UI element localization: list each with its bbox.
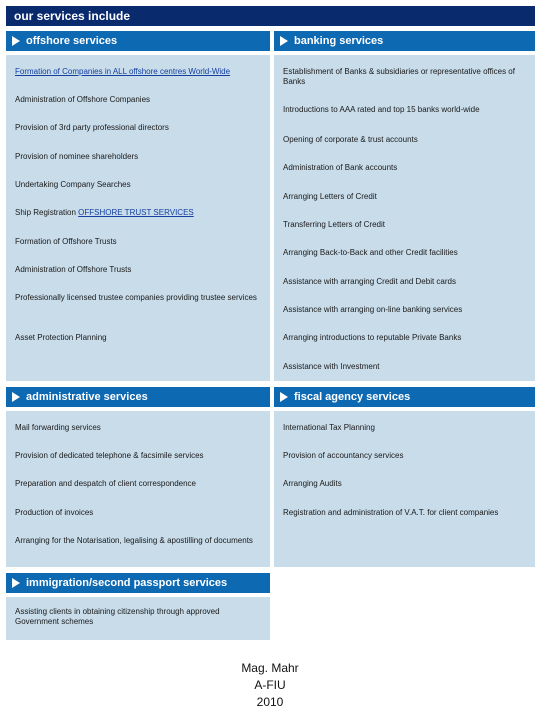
list-item: Arranging Letters of Credit [283, 192, 377, 201]
list-item: Provision of 3rd party professional directors [15, 123, 169, 132]
list-item: Arranging Back-to-Back and other Credit facilities [283, 248, 458, 257]
list-item: Asset Protection Planning [15, 333, 107, 342]
list-item: Assisting clients in obtaining citizenship through approved Government schemes [15, 607, 220, 626]
immigration-services-panel [6, 597, 270, 640]
list-item: International Tax Planning [283, 423, 375, 432]
page-title-bar [6, 6, 535, 26]
arrow-right-icon [280, 36, 288, 46]
list-item: Administration of Offshore Companies [15, 95, 151, 104]
list-item: Introductions to AAA rated and top 15 banks world-wide [283, 105, 480, 114]
banking-services-panel [274, 55, 535, 381]
list-item: Arranging Audits [283, 479, 342, 488]
offshore-trust-services-link[interactable]: OFFSHORE TRUST SERVICES [78, 208, 194, 217]
page-title: our services include [14, 9, 131, 23]
list-item: Assistance with arranging Credit and Debit cards [283, 277, 456, 286]
list-item: Assistance with Investment [283, 362, 380, 371]
list-item: Assistance with arranging on-line banking services [283, 305, 463, 314]
offshore-services-header [6, 31, 270, 51]
list-item: Opening of corporate & trust accounts [283, 135, 418, 144]
list-item: Preparation and despatch of client correspondence [15, 479, 197, 488]
immigration-services-header [6, 573, 270, 593]
footer-year: 2010 [256, 695, 284, 709]
list-item: Provision of dedicated telephone & facsimile services [15, 451, 204, 460]
administrative-services-header [6, 387, 270, 407]
offshore-services-heading: offshore services [26, 35, 118, 47]
ship-registration-text: Ship Registration [15, 208, 76, 217]
list-item: Arranging for the Notarisation, legalising & apostilling of documents [15, 536, 253, 545]
list-item: Provision of accountancy services [283, 451, 404, 460]
formation-companies-link[interactable]: Formation of Companies in ALL offshore centres World-Wide [15, 67, 231, 76]
list-item[interactable] [15, 67, 264, 77]
list-item: Establishment of Banks & subsidiaries or representative offices of Banks [283, 67, 515, 86]
offshore-services-panel [6, 55, 270, 381]
administrative-services-heading: administrative services [26, 391, 148, 403]
banking-services-header [274, 31, 535, 51]
list-item: Production of invoices [15, 508, 94, 517]
list-item: Provision of nominee shareholders [15, 152, 139, 161]
list-item: Professionally licensed trustee companies providing trustee services [15, 293, 257, 302]
list-item: Arranging introductions to reputable Private Banks [283, 333, 462, 342]
list-item: Administration of Offshore Trusts [15, 265, 132, 274]
arrow-right-icon [280, 392, 288, 402]
immigration-services-heading: immigration/second passport services [26, 577, 228, 589]
list-item: Mail forwarding services [15, 423, 101, 432]
arrow-right-icon [12, 578, 20, 588]
fiscal-agency-services-panel [274, 411, 535, 567]
list-item: Formation of Offshore Trusts [15, 237, 117, 246]
administrative-services-panel [6, 411, 270, 567]
list-item: Administration of Bank accounts [283, 163, 398, 172]
footer-organization: A-FIU [254, 678, 286, 692]
arrow-right-icon [12, 36, 20, 46]
list-item: Undertaking Company Searches [15, 180, 131, 189]
list-item: Transferring Letters of Credit [283, 220, 385, 229]
list-item [15, 208, 264, 218]
fiscal-agency-services-header [274, 387, 535, 407]
fiscal-agency-services-heading: fiscal agency services [294, 391, 411, 403]
arrow-right-icon [12, 392, 20, 402]
list-item: Registration and administration of V.A.T. for client companies [283, 508, 499, 517]
footer-author: Mag. Mahr [241, 661, 299, 675]
banking-services-heading: banking services [294, 35, 384, 47]
